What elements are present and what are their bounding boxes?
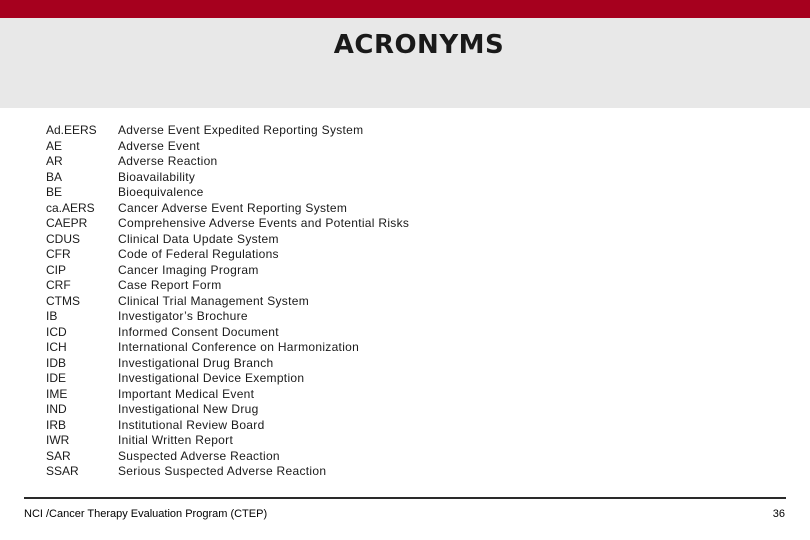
acronym-abbreviation: CAEPR <box>46 216 88 230</box>
acronym-abbreviation: CIP <box>46 262 67 277</box>
acronym-definition: Comprehensive Adverse Events and Potential Risks <box>118 216 410 230</box>
acronym-definition: Investigational New Drug <box>118 402 259 416</box>
acronym-abbreviation: AR <box>46 154 63 168</box>
acronym-abbreviation: IND <box>46 402 67 416</box>
acronym-abbreviation: ICD <box>46 324 67 339</box>
acronym-row <box>46 216 409 232</box>
acronym-row <box>46 278 409 294</box>
acronym-definition: Clinical Data Update System <box>118 231 279 246</box>
acronym-definition: Informed Consent Document <box>118 324 279 339</box>
acronym-row <box>46 449 409 465</box>
acronym-definition: Bioavailability <box>118 169 196 184</box>
acronym-row <box>46 123 409 139</box>
acronym-row <box>46 232 409 248</box>
acronym-abbreviation: AE <box>46 138 63 153</box>
acronym-abbreviation: IDB <box>46 355 67 370</box>
footer-organization: NCI /Cancer Therapy Evaluation Program (CTEP) <box>24 508 268 520</box>
acronym-abbreviation: Ad.EERS <box>46 123 97 137</box>
acronym-abbreviation: IRB <box>46 417 67 432</box>
acronym-definition: Suspected Adverse Reaction <box>118 448 280 463</box>
acronym-definition: Clinical Trial Management System <box>118 293 309 308</box>
acronym-definition: Investigator’s Brochure <box>118 309 248 323</box>
acronym-abbreviation: CFR <box>46 247 71 261</box>
footer-divider <box>24 497 786 499</box>
acronym-abbreviation: IWR <box>46 433 70 447</box>
acronym-row <box>46 247 409 263</box>
acronym-definition: Investigational Device Exemption <box>118 371 305 385</box>
acronym-abbreviation: ca.AERS <box>46 200 95 215</box>
acronym-row <box>46 387 409 403</box>
acronym-row <box>46 170 409 186</box>
acronym-abbreviation: CTMS <box>46 293 80 308</box>
acronym-row <box>46 325 409 341</box>
acronym-definition: Serious Suspected Adverse Reaction <box>118 464 327 478</box>
acronym-row <box>46 340 409 356</box>
acronym-row <box>46 309 409 325</box>
acronym-definition: International Conference on Harmonization <box>118 340 360 354</box>
acronym-row <box>46 356 409 372</box>
acronym-list <box>46 123 409 480</box>
acronym-abbreviation: IDE <box>46 371 67 385</box>
acronym-definition: Case Report Form <box>118 278 222 292</box>
acronym-abbreviation: SAR <box>46 448 71 463</box>
acronym-row <box>46 371 409 387</box>
acronym-row <box>46 294 409 310</box>
top-accent-bar <box>0 0 810 18</box>
acronym-row <box>46 154 409 170</box>
acronym-definition: Adverse Reaction <box>118 154 218 168</box>
acronym-definition: Investigational Drug Branch <box>118 355 274 370</box>
slide-title: ACRONYMS <box>333 30 505 60</box>
acronym-abbreviation: CDUS <box>46 231 81 246</box>
acronym-definition: Cancer Adverse Event Reporting System <box>118 200 348 215</box>
acronym-row <box>46 402 409 418</box>
acronym-row <box>46 201 409 217</box>
acronym-abbreviation: BE <box>46 185 63 199</box>
acronym-abbreviation: BA <box>46 169 63 184</box>
acronym-row <box>46 185 409 201</box>
acronym-abbreviation: ICH <box>46 340 67 354</box>
page-number: 36 <box>772 508 785 520</box>
acronym-abbreviation: SSAR <box>46 464 79 478</box>
acronym-row <box>46 139 409 155</box>
acronym-definition: Bioequivalence <box>118 185 204 199</box>
acronym-row <box>46 433 409 449</box>
acronym-row <box>46 464 409 480</box>
acronym-definition: Code of Federal Regulations <box>118 247 279 261</box>
acronym-abbreviation: IME <box>46 386 68 401</box>
acronym-definition: Adverse Event Expedited Reporting System <box>118 123 364 137</box>
acronym-row <box>46 263 409 279</box>
acronym-definition: Cancer Imaging Program <box>118 262 259 277</box>
acronym-definition: Adverse Event <box>118 138 200 153</box>
acronym-abbreviation: IB <box>46 309 58 323</box>
acronym-row <box>46 418 409 434</box>
acronym-definition: Initial Written Report <box>118 433 234 447</box>
acronym-definition: Important Medical Event <box>118 386 255 401</box>
acronym-definition: Institutional Review Board <box>118 417 265 432</box>
acronym-abbreviation: CRF <box>46 278 71 292</box>
